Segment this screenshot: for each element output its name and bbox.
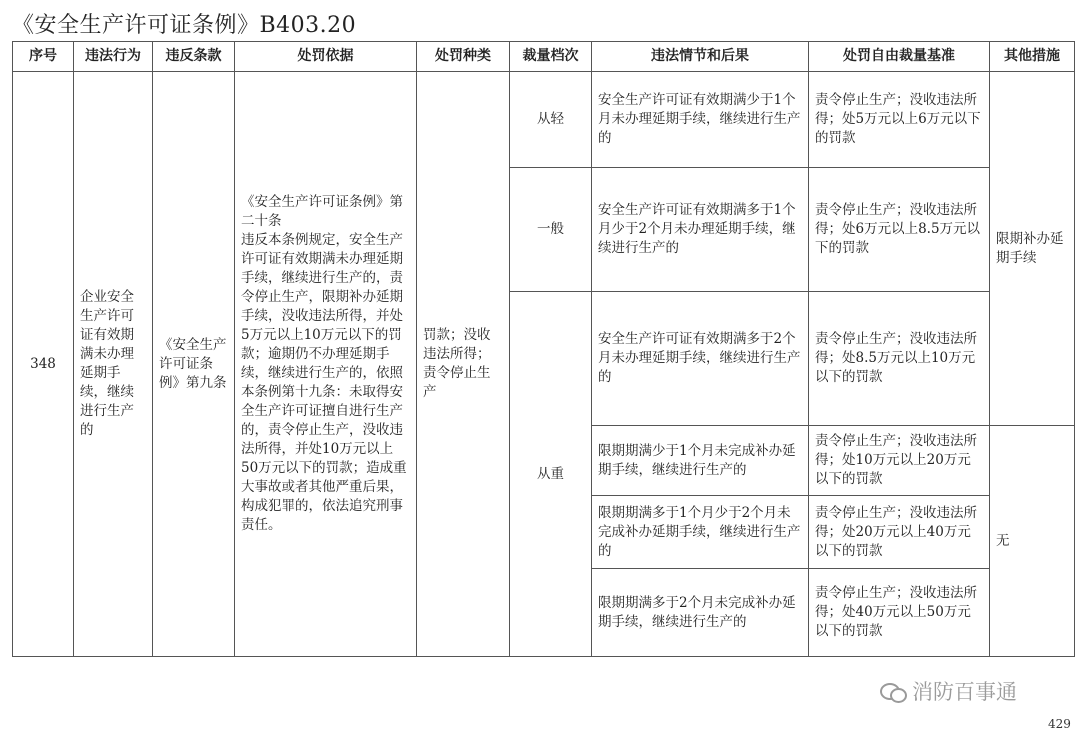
cell-level-light: 从轻 — [510, 72, 592, 168]
cell-other-measures-1: 限期补办延期手续 — [990, 72, 1075, 426]
table-header-row — [13, 42, 1075, 72]
watermark-text: 消防百事通 — [912, 680, 1017, 704]
header-basis: 处罚依据 — [235, 42, 417, 72]
cell-standard: 责令停止生产；没收违法所得；处40万元以上50万元以下的罚款 — [809, 569, 990, 657]
cell-level-heavy: 从重 — [510, 292, 592, 657]
cell-circumstance: 限期期满多于1个月少于2个月未完成补办延期手续，继续进行生产的 — [592, 496, 809, 569]
cell-circumstance: 限期期满多于2个月未完成补办延期手续，继续进行生产的 — [592, 569, 809, 657]
cell-standard: 责令停止生产；没收违法所得；处20万元以上40万元以下的罚款 — [809, 496, 990, 569]
cell-basis: 《安全生产许可证条例》第二十条 违反本条例规定，安全生产许可证有效期满未办理延期手续，继续进行生产的，责令停止生产，限期补办延期手续，没收违法所得，并处5万元以上10万元以下的罚款；逾期仍不办理延期手续，继续进行生产的，依照本条例第十九条：未取得安全生产许可证擅自进行生产的，责令停止生产，没收违法所得，并处10万元以上50万元以下的罚款；造成重大事故或者其他严重后果，构成犯罪的，依法追究刑事责任。 — [235, 72, 417, 657]
header-violation: 违法行为 — [74, 42, 153, 72]
page-number: 429 — [1048, 717, 1071, 731]
header-circumstance: 违法情节和后果 — [592, 42, 809, 72]
cell-other-measures-2: 无 — [990, 426, 1075, 657]
cell-seq: 348 — [13, 72, 74, 657]
header-article: 违反条款 — [153, 42, 235, 72]
cell-violation: 企业安全生产许可证有效期满未办理延期手续，继续进行生产的 — [74, 72, 153, 657]
cell-penalty-type: 罚款；没收违法所得；责令停止生产 — [417, 72, 510, 657]
cell-article: 《安全生产许可证条例》第九条 — [153, 72, 235, 657]
cell-standard: 责令停止生产；没收违法所得；处6万元以上8.5万元以下的罚款 — [809, 168, 990, 292]
cell-standard: 责令停止生产；没收违法所得；处5万元以上6万元以下的罚款 — [809, 72, 990, 168]
cell-standard: 责令停止生产；没收违法所得；处8.5万元以上10万元以下的罚款 — [809, 292, 990, 426]
cell-circumstance: 安全生产许可证有效期满多于2个月未办理延期手续，继续进行生产的 — [592, 292, 809, 426]
header-standard: 处罚自由裁量基准 — [809, 42, 990, 72]
cell-standard: 责令停止生产；没收违法所得；处10万元以上20万元以下的罚款 — [809, 426, 990, 496]
penalty-table — [12, 41, 1075, 657]
cell-level-normal: 一般 — [510, 168, 592, 292]
wechat-icon — [880, 681, 906, 701]
header-level: 裁量档次 — [510, 42, 592, 72]
cell-circumstance: 限期期满少于1个月未完成补办延期手续，继续进行生产的 — [592, 426, 809, 496]
cell-circumstance: 安全生产许可证有效期满多于1个月少于2个月未办理延期手续，继续进行生产的 — [592, 168, 809, 292]
table-row — [13, 72, 1075, 168]
header-other-measures: 其他措施 — [990, 42, 1075, 72]
header-seq: 序号 — [13, 42, 74, 72]
header-penalty-type: 处罚种类 — [417, 42, 510, 72]
document-title: 《安全生产许可证条例》B403.20 — [12, 13, 357, 38]
watermark — [880, 676, 1017, 706]
cell-circumstance: 安全生产许可证有效期满少于1个月未办理延期手续，继续进行生产的 — [592, 72, 809, 168]
